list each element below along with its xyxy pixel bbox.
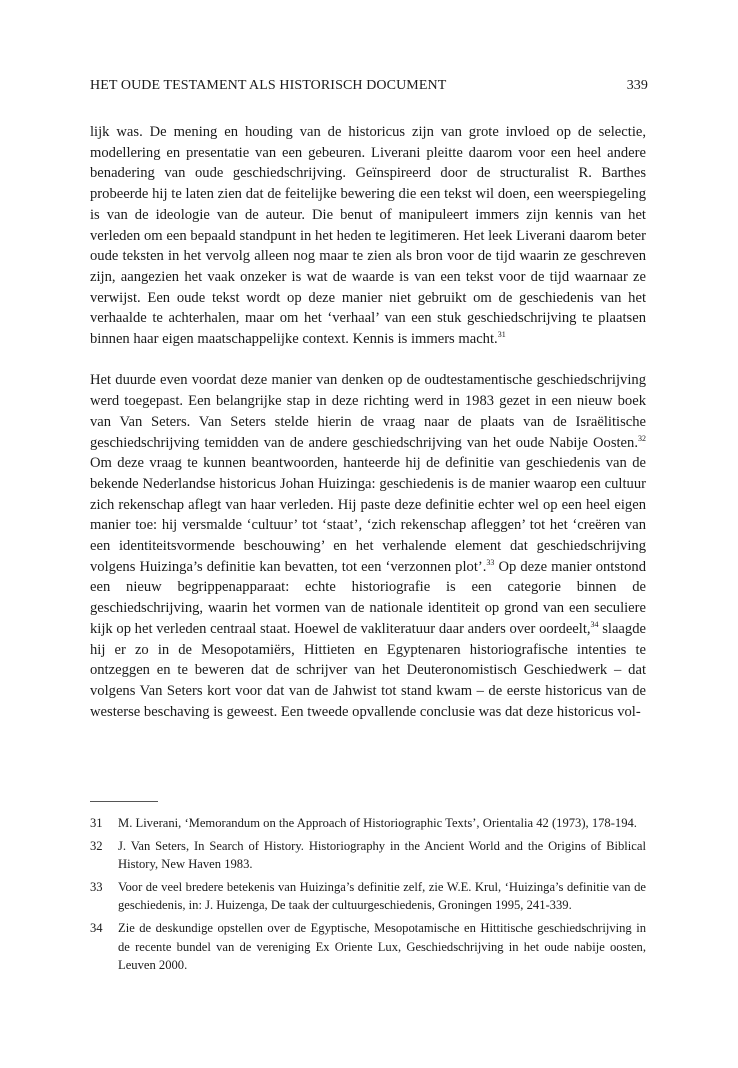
footnote-ref-34[interactable]: 34	[590, 619, 599, 629]
footnote-text: M. Liverani, ‘Memorandum on the Approach of Historiographic Texts’, Orientalia 42 (1973), 178-194.	[118, 816, 637, 830]
paragraph-text: slaagde hij er zo in de Mesopotamiërs, Hittieten en Egyptenaren historiografische intenties te ontzeggen en te beweren dat de schrijver van het Deuteronomistisch Geschiedwerk – dat volgens Van Seters kort voor dat van de Jahwist tot stand kwam – de eerste historicus van de westerse beschaving is geweest. Een tweede opvallende conclusie was dat deze historicus vol-	[90, 620, 646, 720]
footnote-number: 32	[90, 838, 103, 853]
footnote-31	[90, 814, 646, 833]
running-header	[90, 78, 648, 94]
running-title: HET OUDE TESTAMENT ALS HISTORISCH DOCUMENT	[90, 78, 447, 93]
body-text	[90, 122, 646, 722]
footnote-ref-31[interactable]: 31	[497, 330, 506, 340]
footnote-32	[90, 837, 646, 874]
paragraph-text: Het duurde even voordat deze manier van denken op de oudtestamentische geschiedschrijving werd toegepast. Een belangrijke stap in deze richting werd in 1983 gezet in een nieuw boek van Van Seters. Van Seters stelde hierin de vraag naar de plaats van de Israëlitische geschiedschrijving temidden van de andere geschiedschrijving van het oude Nabije Oosten.	[90, 372, 646, 451]
footnote-number: 31	[90, 816, 103, 830]
footnote-text: Voor de veel bredere betekenis van Huizinga’s definitie zelf, zie W.E. Krul, ‘Huizinga’s definitie van de geschiedenis, in: J. Huizenga, De taak der cultuurgeschiedenis, Groningen 1995, 241-339.	[118, 879, 646, 913]
paragraph-1	[90, 122, 646, 350]
paragraph-2	[90, 370, 646, 722]
paragraph-text: Om deze vraag te kunnen beantwoorden, hanteerde hij de definitie van geschiedenis van de bekende Nederlandse historicus Johan Huizinga: geschiedenis is de manier waarop een cultuur zich rekenschap aflegt van haar verleden. Hij paste deze definitie echter wel op een heel eigen manier toe: hij versmalde ‘cultuur’ tot ‘staat’, ‘zich rekenschap afleggen’ tot het ‘creëren van een identiteitsvormende beschouwing’ en het verhalende element dat geschiedschrijving volgens Huizinga’s definitie kan bevatten, tot een ‘verzonnen plot’.	[90, 455, 646, 575]
footnote-33	[90, 878, 646, 915]
footnote-text: Zie de deskundige opstellen over de Egyptische, Mesopotamische en Hittitische geschiedschrijving in de recente bundel van de vereniging Ex Oriente Lux, Geschiedschrijving in het oude nabije oosten, Leuven 2000.	[118, 920, 646, 973]
footnote-34	[90, 919, 646, 975]
footnote-number: 33	[90, 879, 103, 894]
footnote-text: J. Van Seters, In Search of History. Historiography in the Ancient World and the Origins of Biblical History, New Haven 1983.	[118, 838, 646, 872]
page-number: 339	[626, 78, 648, 93]
footnotes	[90, 814, 646, 979]
paragraph-text: lijk was. De mening en houding van de historicus zijn van grote invloed op de selectie, modellering en presentatie van een gebeuren. Liverani pleitte daarom voor een heel andere benadering van oude geschiedschrijving. Geïnspireerd door de structuralist R. Barthes probeerde hij te laten zien dat de feitelijke bewering die een tekst wil doen, een weerspiegeling is van de ideologie van de auteur. Die benut of manipuleert immers zijn kennis van het verleden om een bepaald standpunt in het heden te legitimeren. Het leek Liverani daarom beter oude teksten in het vervolg alleen nog maar te zien als bron voor de tijd waarin ze geschreven zijn, aangezien het vaak onzeker is wat de waarde is van een tekst voor de tijd waarnaar ze verwijst. Een oude tekst wordt op deze manier niet gebruikt om de geschiedenis van het verhaalde te achterhalen, maar om het ‘verhaal’ van een stuk geschiedschrijving te plaatsen binnen haar eigen maatschappelijke context. Kennis is immers macht.	[90, 124, 646, 348]
footnote-ref-32[interactable]: 32	[638, 433, 646, 443]
paragraph-text: Op deze manier ontstond een nieuw begrippenapparaat: echte historiografie is een categorie binnen de geschiedschrijving, waarin het vormen van de nationale identiteit op grond van een seculiere kijk op het verleden centraal staat. Hoewel de vakliteratuur daar anders over oordeelt,	[90, 558, 646, 637]
footnote-divider	[90, 801, 158, 802]
footnote-number: 34	[90, 920, 103, 935]
footnote-ref-33[interactable]: 33	[486, 557, 495, 567]
